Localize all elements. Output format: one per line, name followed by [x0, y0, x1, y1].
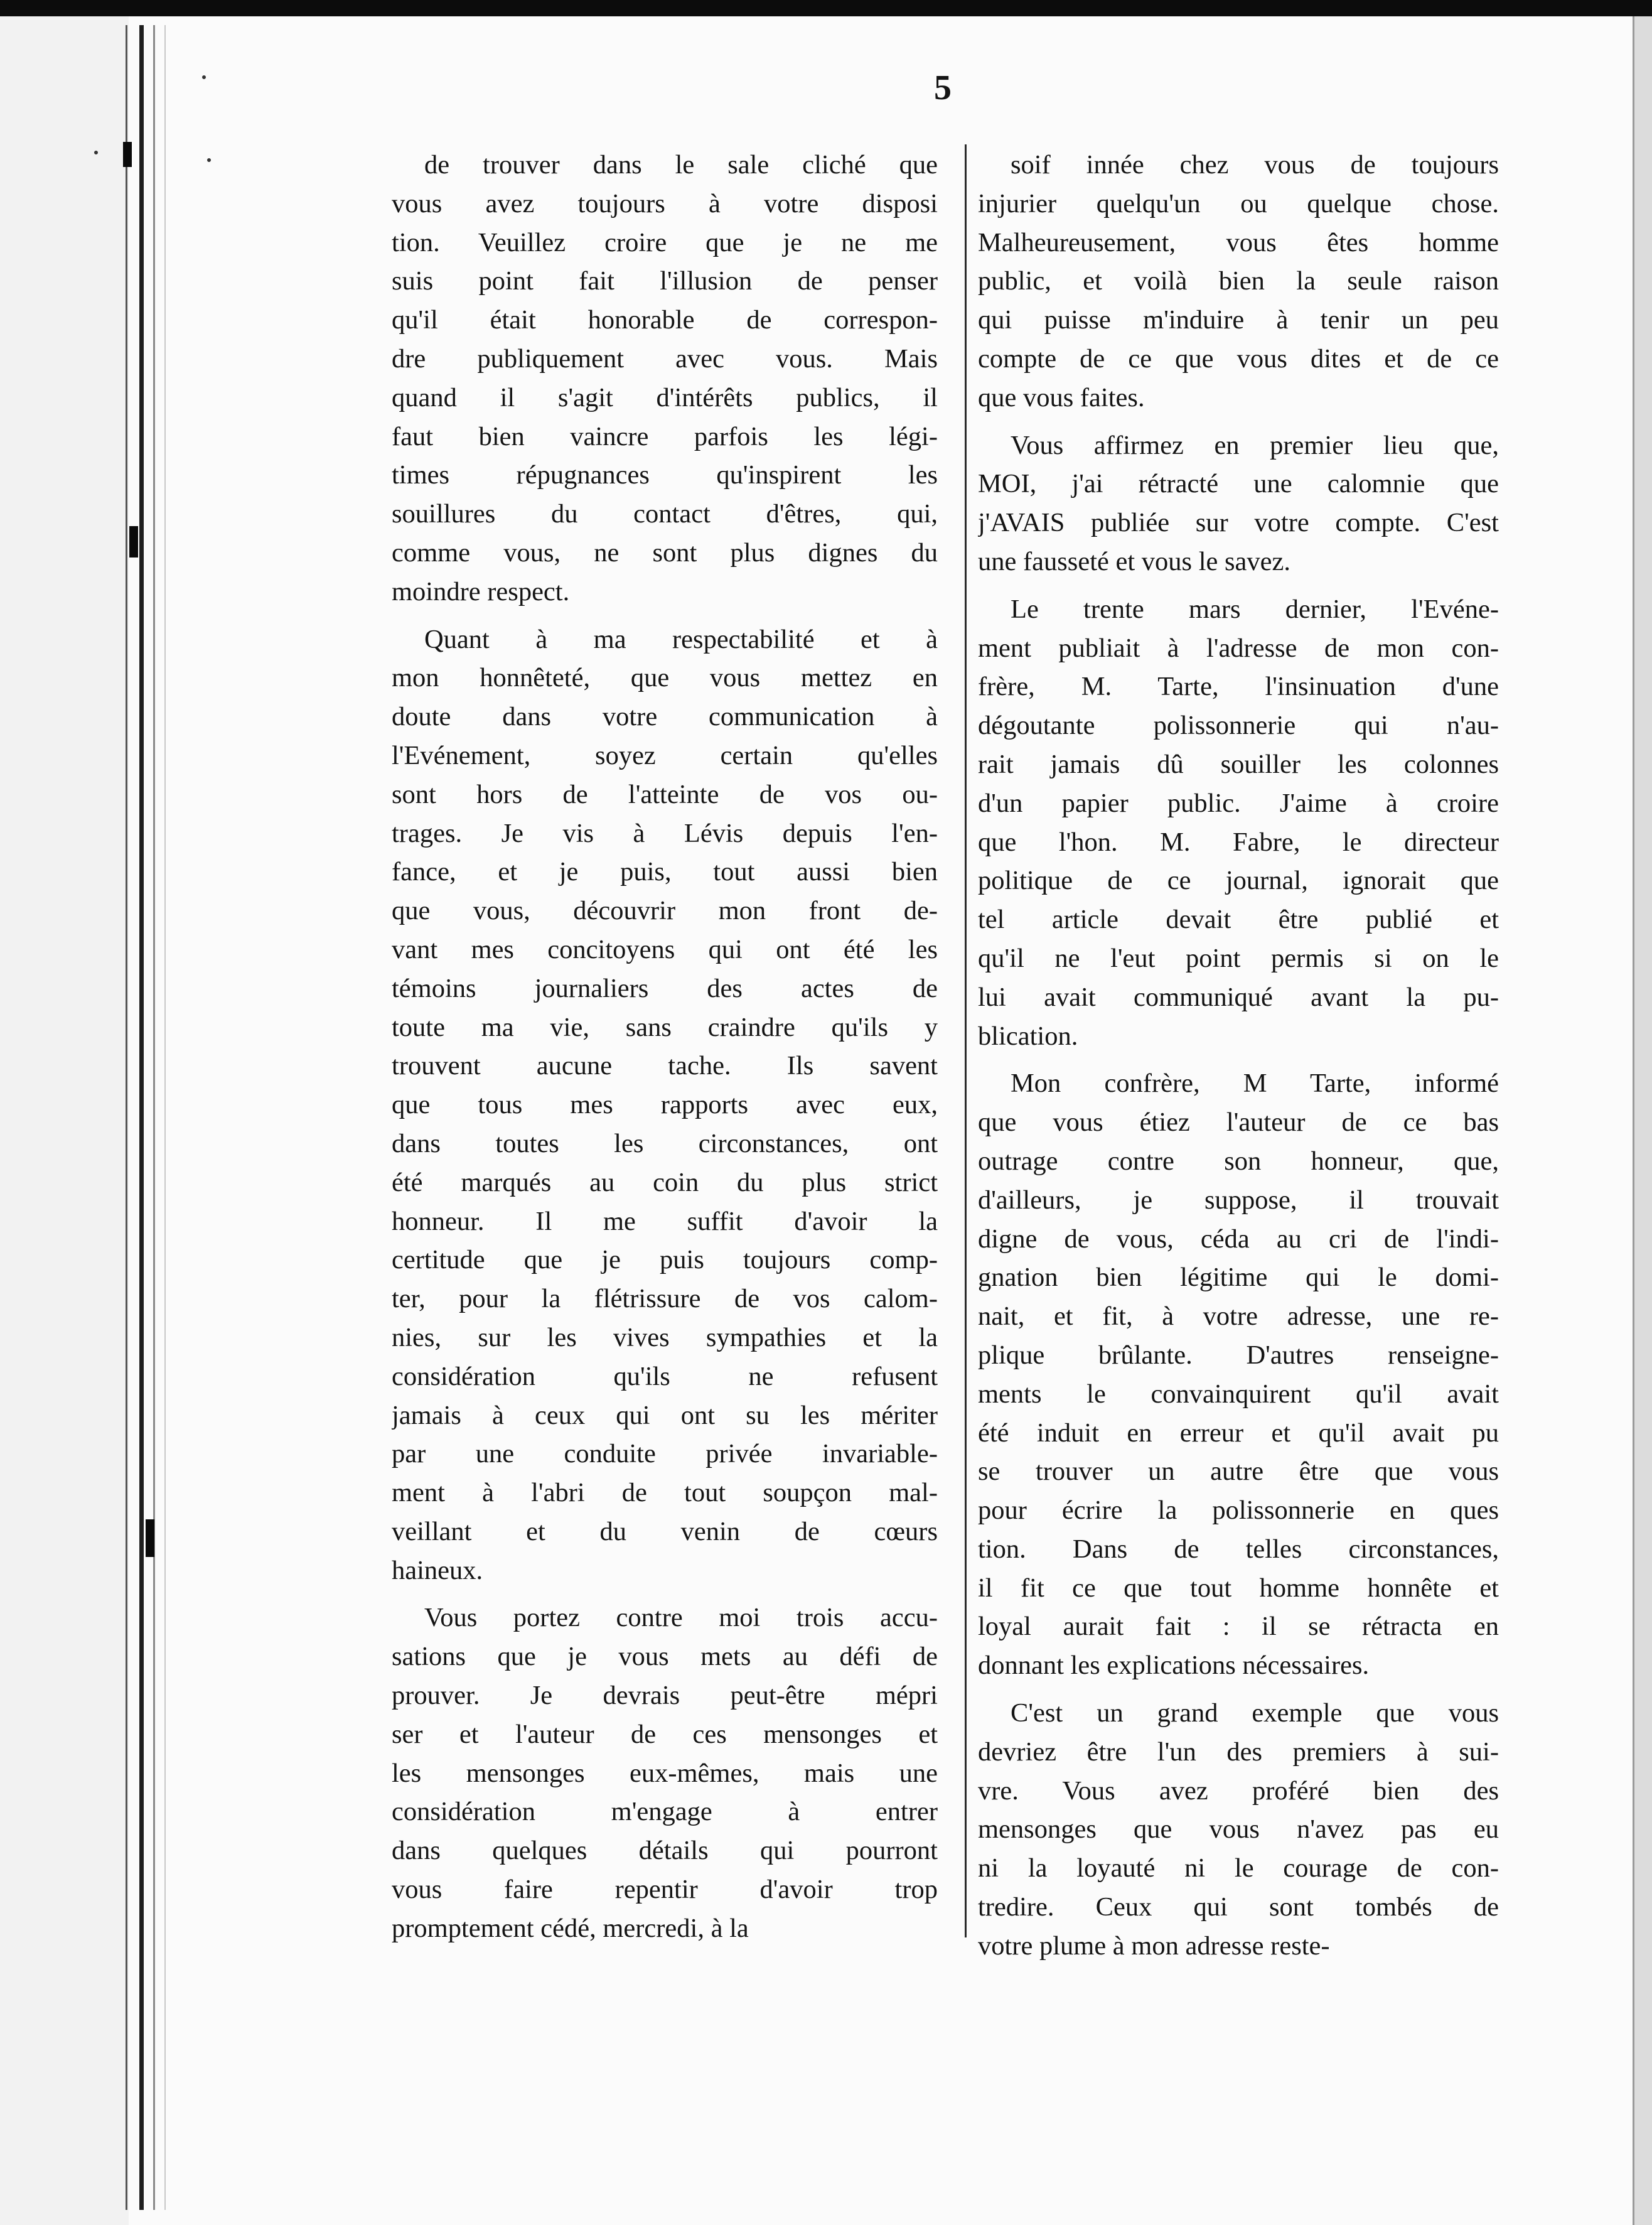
text-line: ter, pour la flétrissure de vos calom- — [392, 1284, 938, 1314]
text-line: pour écrire la polissonnerie en ques — [978, 1495, 1499, 1526]
text-line: d'un papier public. J'aime à croire — [978, 788, 1499, 818]
speck — [94, 151, 98, 154]
binding-mark — [129, 526, 138, 558]
column-divider — [965, 144, 967, 1937]
left-column — [392, 146, 938, 1948]
text-line: haineux. — [392, 1555, 483, 1585]
text-line: donnant les explications nécessaires. — [978, 1651, 1370, 1681]
paragraph-gap — [392, 1590, 938, 1598]
text-line: certitude que je puis toujours comp- — [392, 1245, 938, 1275]
text-line: honneur. Il me suffit d'avoir la — [392, 1206, 938, 1236]
text-line: considération m'engage à entrer — [392, 1797, 938, 1827]
text-line: trouvent aucune tache. Ils savent — [392, 1051, 938, 1081]
text-line: outrage contre son honneur, que, — [978, 1146, 1499, 1176]
text-line: vous faire repentir d'avoir trop — [392, 1875, 938, 1905]
text-line: moindre respect. — [392, 576, 570, 606]
text-line: les mensonges eux-mêmes, mais une — [392, 1758, 938, 1788]
text-line: qu'il ne l'eut point permis si on le — [978, 943, 1499, 973]
text-line: fance, et je puis, tout aussi bien — [392, 857, 938, 887]
text-line: frère, M. Tarte, l'insinuation d'une — [978, 672, 1499, 702]
text-line: MOI, j'ai rétracté une calomnie que — [978, 469, 1499, 499]
text-line: prouver. Je devrais peut-être mépri — [392, 1681, 938, 1711]
text-line: de trouver dans le sale cliché que — [424, 150, 938, 180]
text-line: gnation bien légitime qui le domi- — [978, 1263, 1499, 1293]
text-line: ser et l'auteur de ces mensonges et — [392, 1719, 938, 1749]
paragraph-gap — [978, 581, 1499, 590]
text-line: tion. Dans de telles circonstances, — [978, 1534, 1499, 1564]
speck — [202, 75, 206, 79]
text-line: injurier quelqu'un ou quelque chose. — [978, 188, 1499, 218]
text-line: dans quelques détails qui pourront — [392, 1836, 938, 1866]
binding-edge-line — [164, 25, 166, 2210]
text-line: que vous étiez l'auteur de ce bas — [978, 1107, 1499, 1138]
text-line: souillures du contact d'êtres, qui, — [392, 499, 938, 529]
text-line: qu'il était honorable de correspon- — [392, 305, 938, 335]
text-line: nait, et fit, à votre adresse, une re- — [978, 1301, 1499, 1332]
text-line: times répugnances qu'inspirent les — [392, 460, 938, 490]
text-line: C'est un grand exemple que vous — [1011, 1698, 1499, 1728]
text-line: ment publiait à l'adresse de mon con- — [978, 633, 1499, 663]
binding-mark — [123, 142, 132, 167]
text-line: ment à l'abri de tout soupçon mal- — [392, 1478, 938, 1508]
text-line: l'Evénement, soyez certain qu'elles — [392, 740, 938, 770]
text-line: vant mes concitoyens qui ont été les — [392, 934, 938, 964]
text-line: lui avait communiqué avant la pu- — [978, 982, 1499, 1012]
paragraph-gap — [978, 1055, 1499, 1064]
text-line: d'ailleurs, je suppose, il trouvait — [978, 1185, 1499, 1215]
text-line: Mon confrère, M Tarte, informé — [1011, 1069, 1499, 1099]
text-line: politique de ce journal, ignorait que — [978, 866, 1499, 896]
paragraph-gap — [978, 1685, 1499, 1694]
right-column — [978, 146, 1499, 1966]
text-line: été induit en erreur et qu'il avait pu — [978, 1418, 1499, 1448]
text-line: ni la loyauté ni le courage de con- — [978, 1853, 1499, 1883]
text-line: vre. Vous avez proféré bien des — [978, 1775, 1499, 1806]
text-line: sations que je vous mets au défi de — [392, 1642, 938, 1672]
text-line: Vous portez contre moi trois accu- — [424, 1603, 938, 1633]
binding-edge-line — [126, 25, 127, 2210]
binding-mark — [146, 1519, 154, 1557]
text-line: veillant et du venin de cœurs — [392, 1516, 938, 1546]
text-line: j'AVAIS publiée sur votre compte. C'est — [978, 508, 1499, 538]
text-line: que l'hon. M. Fabre, le directeur — [978, 827, 1499, 857]
text-line: ments le convainquirent qu'il avait — [978, 1379, 1499, 1409]
text-line: suis point fait l'illusion de penser — [392, 266, 938, 296]
text-line: rait jamais dû souiller les colonnes — [978, 749, 1499, 779]
text-line: digne de vous, céda au cri de l'indi- — [978, 1224, 1499, 1254]
text-line: quand il s'agit d'intérêts publics, il — [392, 382, 938, 412]
text-line: comme vous, ne sont plus dignes du — [392, 537, 938, 568]
paragraph-gap — [978, 418, 1499, 426]
text-line: été marqués au coin du plus strict — [392, 1167, 938, 1197]
binding-margin — [0, 16, 129, 2225]
text-line: tion. Veuillez croire que je ne me — [392, 227, 938, 257]
text-line: dégoutante polissonnerie qui n'au- — [978, 711, 1499, 741]
text-line: sont hors de l'atteinte de vos ou- — [392, 779, 938, 809]
text-line: faut bien vaincre parfois les légi- — [392, 421, 938, 451]
text-line: que tous mes rapports avec eux, — [392, 1090, 938, 1120]
text-line: compte de ce que vous dites et de ce — [978, 343, 1499, 374]
text-line: jamais à ceux qui ont su les mériter — [392, 1400, 938, 1430]
binding-edge-line — [153, 25, 155, 2210]
text-line: doute dans votre communication à — [392, 702, 938, 732]
text-line: tredire. Ceux qui sont tombés de — [978, 1892, 1499, 1922]
text-line: soif innée chez vous de toujours — [1011, 150, 1499, 180]
text-line: il fit ce que tout homme honnête et — [978, 1573, 1499, 1603]
binding-edge-line — [139, 25, 144, 2210]
text-line: public, et voilà bien la seule raison — [978, 266, 1499, 296]
text-line: loyal aurait fait : il se rétracta en — [978, 1612, 1499, 1642]
text-line: par une conduite privée invariable- — [392, 1439, 938, 1469]
text-line: que vous faites. — [978, 382, 1145, 412]
text-line: Quant à ma respectabilité et à — [424, 624, 938, 654]
page-edge — [1634, 16, 1652, 2225]
text-line: votre plume à mon adresse reste- — [978, 1931, 1330, 1961]
page-number: 5 — [934, 68, 952, 107]
paragraph-gap — [392, 611, 938, 620]
text-line: témoins journaliers des actes de — [392, 973, 938, 1003]
text-line: promptement cédé, mercredi, à la — [392, 1913, 749, 1943]
text-line: une fausseté et vous le savez. — [978, 546, 1291, 576]
page-edge-line — [1633, 16, 1634, 2225]
text-line: blication. — [978, 1021, 1078, 1051]
text-line: dans toutes les circonstances, ont — [392, 1128, 938, 1158]
text-line: que vous, découvrir mon front de- — [392, 896, 938, 926]
text-line: trages. Je vis à Lévis depuis l'en- — [392, 818, 938, 848]
text-line: qui puisse m'induire à tenir un peu — [978, 305, 1499, 335]
text-line: dre publiquement avec vous. Mais — [392, 343, 938, 374]
text-line: plique brûlante. D'autres renseigne- — [978, 1340, 1499, 1370]
speck — [207, 158, 211, 162]
text-line: mensonges que vous n'avez pas eu — [978, 1814, 1499, 1845]
text-line: mon honnêteté, que vous mettez en — [392, 663, 938, 693]
text-line: vous avez toujours à votre disposi — [392, 188, 938, 218]
text-line: Malheureusement, vous êtes homme — [978, 227, 1499, 257]
text-line: considération qu'ils ne refusent — [392, 1361, 938, 1391]
text-line: Le trente mars dernier, l'Evéne- — [1011, 594, 1499, 624]
text-line: toute ma vie, sans craindre qu'ils y — [392, 1012, 938, 1042]
text-line: devriez être l'un des premiers à sui- — [978, 1737, 1499, 1767]
text-line: nies, sur les vives sympathies et la — [392, 1322, 938, 1352]
text-line: se trouver un autre être que vous — [978, 1457, 1499, 1487]
text-line: Vous affirmez en premier lieu que, — [1011, 430, 1499, 460]
text-line: tel article devait être publié et — [978, 905, 1499, 935]
top-border — [0, 0, 1652, 16]
